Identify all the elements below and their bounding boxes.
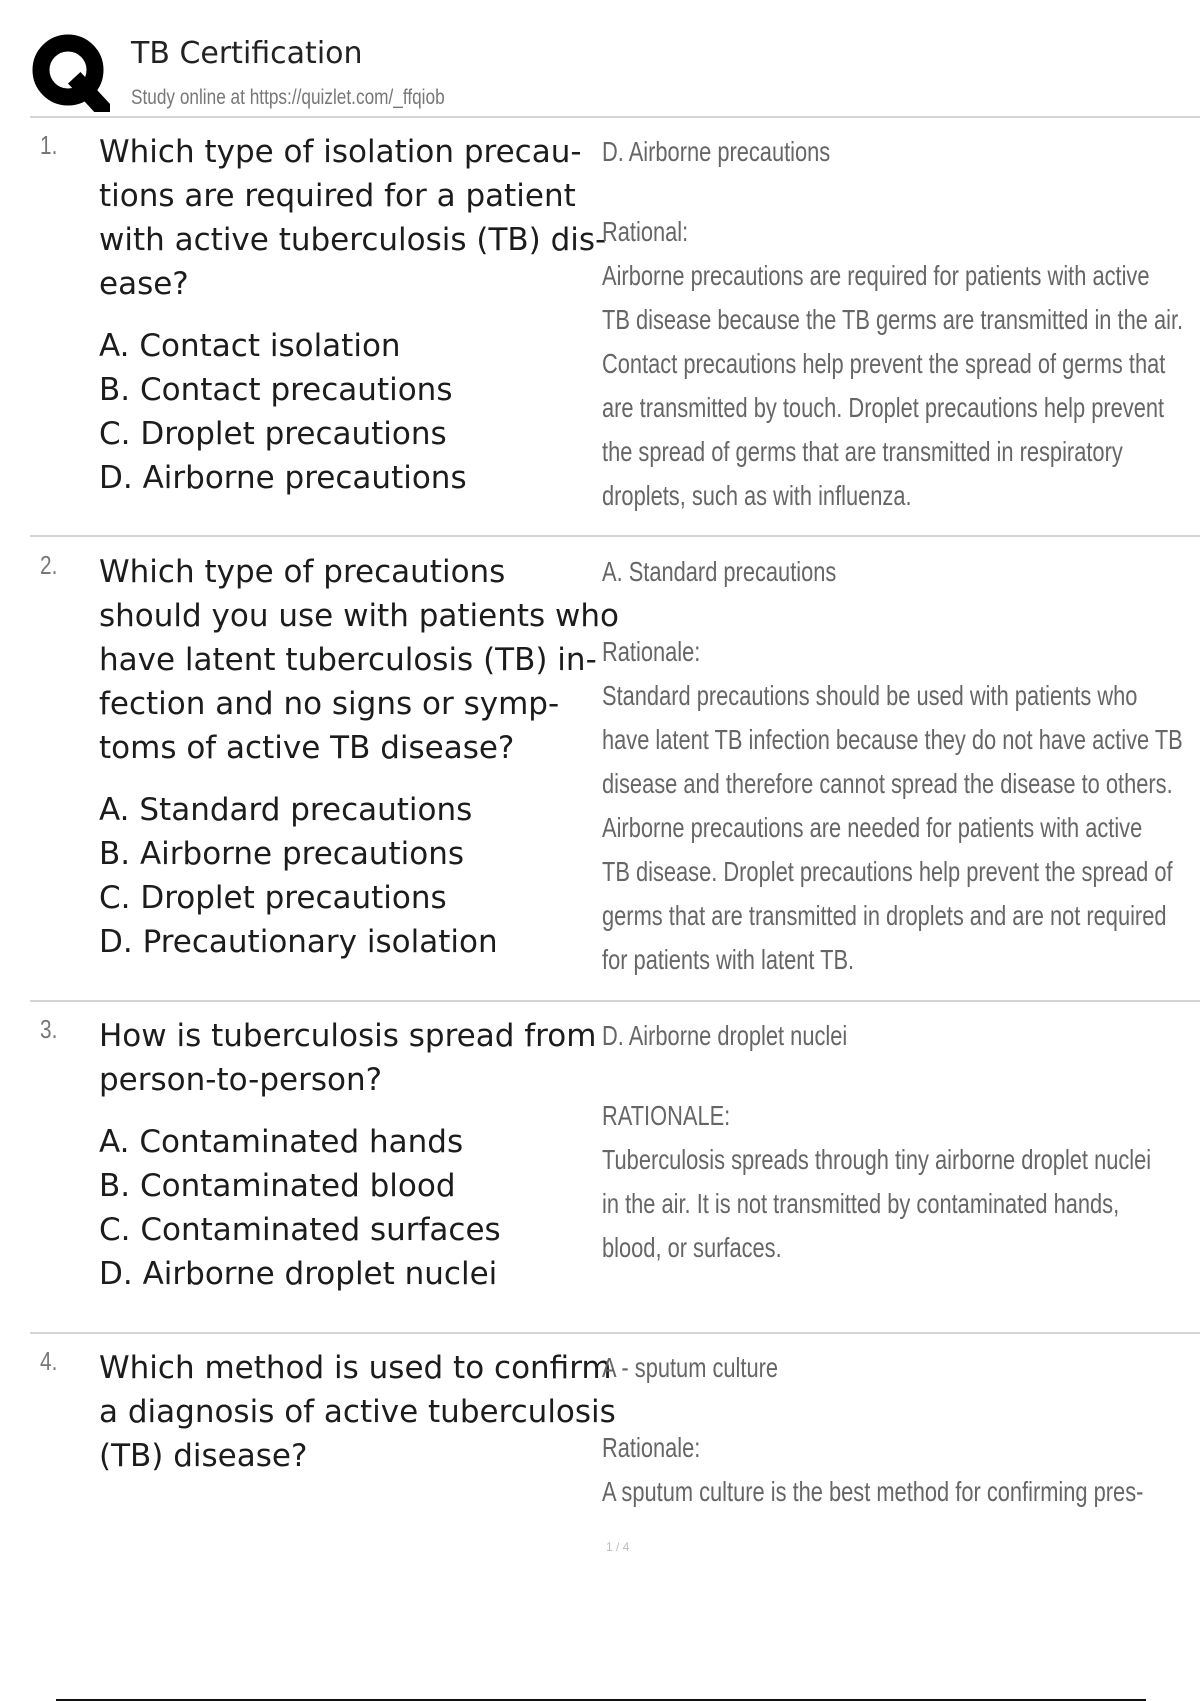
rationale-line: Airborne precautions are required for patients with active xyxy=(602,260,1150,291)
option-item: D. Precautionary isolation xyxy=(99,924,498,960)
question-line: with active tuberculosis (TB) dis- xyxy=(99,222,607,258)
options-list xyxy=(99,788,629,964)
question-line: fection and no signs or symp- xyxy=(99,686,560,722)
card-number: 1. xyxy=(40,130,58,160)
options-list xyxy=(99,324,629,500)
option-item: A. Standard precautions xyxy=(99,792,473,828)
question-block xyxy=(99,1346,629,1478)
question-block xyxy=(99,550,629,964)
option-item: A. Contaminated hands xyxy=(99,1124,464,1160)
question-line: (TB) disease? xyxy=(99,1438,308,1474)
answer-block xyxy=(602,1014,1200,1270)
options-list xyxy=(99,1120,629,1296)
rationale-label: Rational: xyxy=(602,216,689,247)
divider xyxy=(30,116,1200,118)
question-line: How is tuberculosis spread from xyxy=(99,1018,597,1054)
option-item: B. Contact precautions xyxy=(99,372,453,408)
rationale-label: Rationale: xyxy=(602,636,701,667)
question-line: should you use with patients who xyxy=(99,598,620,634)
rationale-line: A sputum culture is the best method for confirming pres- xyxy=(602,1476,1144,1507)
question-line: have latent tuberculosis (TB) in- xyxy=(99,642,597,678)
rationale-line: TB disease because the TB germs are transmitted in the air. xyxy=(602,304,1184,335)
question-line: person-to-person? xyxy=(99,1062,383,1098)
document-subtitle: Study online at https://quizlet.com/_ffqiob xyxy=(131,86,445,109)
document-title: TB Certification xyxy=(131,36,363,71)
answer-text: D. Airborne droplet nuclei xyxy=(602,1020,848,1051)
rationale-line: germs that are transmitted in droplets and are not required xyxy=(602,900,1167,931)
question-block xyxy=(99,130,629,500)
rationale-line: are transmitted by touch. Droplet precautions help prevent xyxy=(602,392,1165,423)
question-line: toms of active TB disease? xyxy=(99,730,515,766)
option-item: B. Contaminated blood xyxy=(99,1168,456,1204)
quizlet-q-logo-icon xyxy=(30,32,110,112)
question-line: Which method is used to confirm xyxy=(99,1350,612,1386)
option-item: B. Airborne precautions xyxy=(99,836,464,872)
answer-block xyxy=(602,130,1200,518)
rationale-line: Standard precautions should be used with patients who xyxy=(602,680,1138,711)
rationale-label: RATIONALE: xyxy=(602,1100,731,1131)
card-number: 4. xyxy=(40,1346,58,1376)
question-line: Which type of precautions xyxy=(99,554,506,590)
rationale-line: blood, or surfaces. xyxy=(602,1232,782,1263)
rationale-line: TB disease. Droplet precautions help prevent the spread of xyxy=(602,856,1173,887)
rationale-line: the spread of germs that are transmitted in respiratory xyxy=(602,436,1123,467)
rationale-label: Rationale: xyxy=(602,1432,701,1463)
divider xyxy=(30,535,1200,537)
rationale-line: for patients with latent TB. xyxy=(602,944,855,975)
rationale-line: disease and therefore cannot spread the disease to others. xyxy=(602,768,1173,799)
rationale-line: have latent TB infection because they do not have active TB xyxy=(602,724,1183,755)
question-line: Which type of isolation precau- xyxy=(99,134,582,170)
rationale-line: Airborne precautions are needed for patients with active xyxy=(602,812,1143,843)
page-header xyxy=(30,30,1198,118)
option-item: D. Airborne precautions xyxy=(99,460,467,496)
page-number: 1 / 4 xyxy=(606,1540,630,1554)
question-block xyxy=(99,1014,629,1296)
card-number: 3. xyxy=(40,1014,58,1044)
divider xyxy=(30,1332,1200,1334)
answer-block xyxy=(602,550,1200,982)
rationale-line: droplets, such as with influenza. xyxy=(602,480,912,511)
rationale-line: Tuberculosis spreads through tiny airborne droplet nuclei xyxy=(602,1144,1152,1175)
answer-text: A. Standard precautions xyxy=(602,556,837,587)
option-item: A. Contact isolation xyxy=(99,328,401,364)
answer-block xyxy=(602,1346,1200,1514)
question-line: a diagnosis of active tuberculosis xyxy=(99,1394,616,1430)
option-item: C. Contaminated surfaces xyxy=(99,1212,501,1248)
answer-text: A - sputum culture xyxy=(602,1352,779,1383)
rationale-line: Contact precautions help prevent the spread of germs that xyxy=(602,348,1166,379)
question-line: ease? xyxy=(99,266,189,302)
answer-text: D. Airborne precautions xyxy=(602,136,831,167)
question-line: tions are required for a patient xyxy=(99,178,576,214)
divider xyxy=(30,1000,1200,1002)
option-item: C. Droplet precautions xyxy=(99,880,447,916)
option-item: D. Airborne droplet nuclei xyxy=(99,1256,498,1292)
option-item: C. Droplet precautions xyxy=(99,416,447,452)
rationale-line: in the air. It is not transmitted by contaminated hands, xyxy=(602,1188,1120,1219)
card-number: 2. xyxy=(40,550,58,580)
